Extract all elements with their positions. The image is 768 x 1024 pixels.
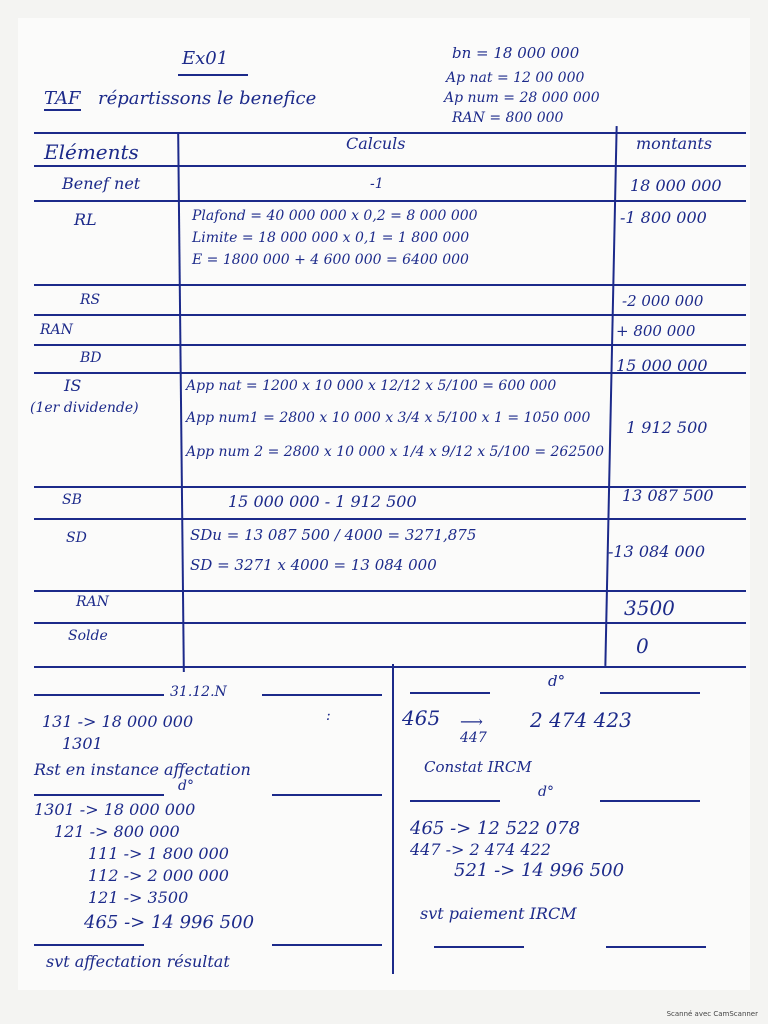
row-element: SB bbox=[62, 492, 82, 508]
header-line bbox=[34, 165, 746, 167]
journal-entry: 521 -> 14 996 500 bbox=[454, 860, 625, 881]
row-calcul: Plafond = 40 000 000 x 0,2 = 8 000 000 bbox=[192, 208, 478, 224]
row-element: SD bbox=[66, 530, 87, 546]
header-elements: Eléments bbox=[44, 140, 139, 164]
row-line bbox=[34, 314, 746, 316]
exercise-title: Ex01 bbox=[182, 48, 229, 69]
journal-entry: 131 -> 18 000 000 bbox=[42, 712, 194, 731]
row-element: IS bbox=[64, 376, 82, 395]
table-bottom-line bbox=[34, 666, 746, 668]
journal-line bbox=[600, 800, 700, 802]
journal-dr: d° bbox=[178, 778, 194, 794]
journal-line bbox=[410, 692, 490, 694]
journal-account: 447 bbox=[460, 730, 487, 746]
journal-line bbox=[606, 946, 706, 948]
row-line bbox=[34, 344, 746, 346]
journal-entry: 121 -> 800 000 bbox=[54, 822, 180, 841]
row-line bbox=[34, 518, 746, 520]
given-ap-num: Ap num = 28 000 000 bbox=[444, 90, 600, 106]
row-montant: -2 000 000 bbox=[622, 292, 704, 310]
row-montant: -13 084 000 bbox=[608, 542, 706, 561]
journal-amount: 2 474 423 bbox=[530, 708, 632, 732]
journal-date: 31.12.N bbox=[170, 684, 227, 700]
row-element: RS bbox=[80, 292, 101, 308]
date-line-right bbox=[262, 694, 382, 696]
row-element: RL bbox=[74, 210, 97, 229]
row-montant: 3500 bbox=[624, 596, 675, 620]
journal-account: 465 bbox=[402, 706, 441, 730]
journal-entry: 121 -> 3500 bbox=[88, 888, 189, 907]
journal-dr: d° bbox=[538, 784, 554, 800]
journal-line bbox=[34, 794, 164, 796]
row-montant: -1 800 000 bbox=[620, 208, 707, 227]
row-element: BD bbox=[80, 350, 102, 366]
row-line bbox=[34, 622, 746, 624]
journal-entry: 1301 bbox=[62, 734, 103, 753]
row-montant: 15 000 000 bbox=[616, 356, 708, 375]
journal-colon: : bbox=[326, 708, 331, 724]
journal-line bbox=[410, 800, 500, 802]
title-underline bbox=[178, 74, 248, 76]
row-line bbox=[34, 284, 746, 286]
row-calcul: Limite = 18 000 000 x 0,1 = 1 800 000 bbox=[192, 230, 470, 246]
taf-label: TAF bbox=[44, 88, 81, 109]
row-calcul: App nat = 1200 x 10 000 x 12/12 x 5/100 = 600 000 bbox=[186, 378, 557, 394]
header-calculs: Calculs bbox=[346, 134, 406, 153]
journal-note: svt paiement IRCM bbox=[420, 904, 577, 923]
row-element: Solde bbox=[68, 628, 108, 644]
row-element: RAN bbox=[76, 594, 109, 610]
journal-line bbox=[272, 944, 382, 946]
row-calcul: App num1 = 2800 x 10 000 x 3/4 x 5/100 x 1 = 1050 000 bbox=[186, 410, 591, 426]
row-montant: 18 000 000 bbox=[630, 176, 722, 195]
journal-note: Rst en instance affectation bbox=[34, 760, 251, 779]
journal-line bbox=[272, 794, 382, 796]
row-element: RAN bbox=[40, 322, 73, 338]
journal-entry: 465 -> 12 522 078 bbox=[410, 818, 581, 839]
journal-line bbox=[600, 692, 700, 694]
journal-entry: 465 -> 14 996 500 bbox=[84, 912, 255, 933]
scanner-watermark: Scanné avec CamScanner bbox=[666, 1010, 758, 1018]
row-calcul: SDu = 13 087 500 / 4000 = 3271,875 bbox=[190, 526, 477, 544]
row-montant: + 800 000 bbox=[616, 322, 696, 340]
journal-line bbox=[34, 944, 144, 946]
header-montants: montants bbox=[636, 134, 713, 153]
journal-entry: 1301 -> 18 000 000 bbox=[34, 800, 196, 819]
row-calcul: 15 000 000 - 1 912 500 bbox=[228, 492, 417, 511]
journal-arrow: ⟶ bbox=[460, 712, 483, 731]
row-calcul: E = 1800 000 + 4 600 000 = 6400 000 bbox=[192, 252, 469, 268]
journal-divider bbox=[392, 664, 394, 974]
row-calcul: SD = 3271 x 4000 = 13 084 000 bbox=[190, 556, 437, 574]
row-calcul: App num 2 = 2800 x 10 000 x 1/4 x 9/12 x 5/100 = 262500 bbox=[186, 444, 604, 460]
journal-entry: 112 -> 2 000 000 bbox=[88, 866, 229, 885]
row-calcul: -1 bbox=[370, 176, 384, 192]
journal-entry: 447 -> 2 474 422 bbox=[410, 840, 551, 859]
journal-note: Constat IRCM bbox=[424, 758, 532, 776]
row-element-sub: (1er dividende) bbox=[30, 400, 139, 416]
journal-entry: 111 -> 1 800 000 bbox=[88, 844, 229, 863]
row-line bbox=[34, 200, 746, 202]
row-montant: 0 bbox=[636, 634, 649, 658]
journal-note: svt affectation résultat bbox=[46, 952, 230, 971]
given-ran: RAN = 800 000 bbox=[452, 110, 564, 126]
journal-dr: d° bbox=[548, 672, 566, 690]
row-element: Benef net bbox=[62, 174, 141, 193]
row-montant: 13 087 500 bbox=[622, 486, 714, 505]
row-montant: 1 912 500 bbox=[626, 418, 708, 437]
journal-line bbox=[434, 946, 524, 948]
date-line-left bbox=[34, 694, 164, 696]
taf-text: répartissons le benefice bbox=[98, 88, 317, 109]
given-bn: bn = 18 000 000 bbox=[452, 44, 580, 62]
row-line bbox=[34, 590, 746, 592]
given-ap-nat: Ap nat = 12 00 000 bbox=[446, 70, 585, 86]
